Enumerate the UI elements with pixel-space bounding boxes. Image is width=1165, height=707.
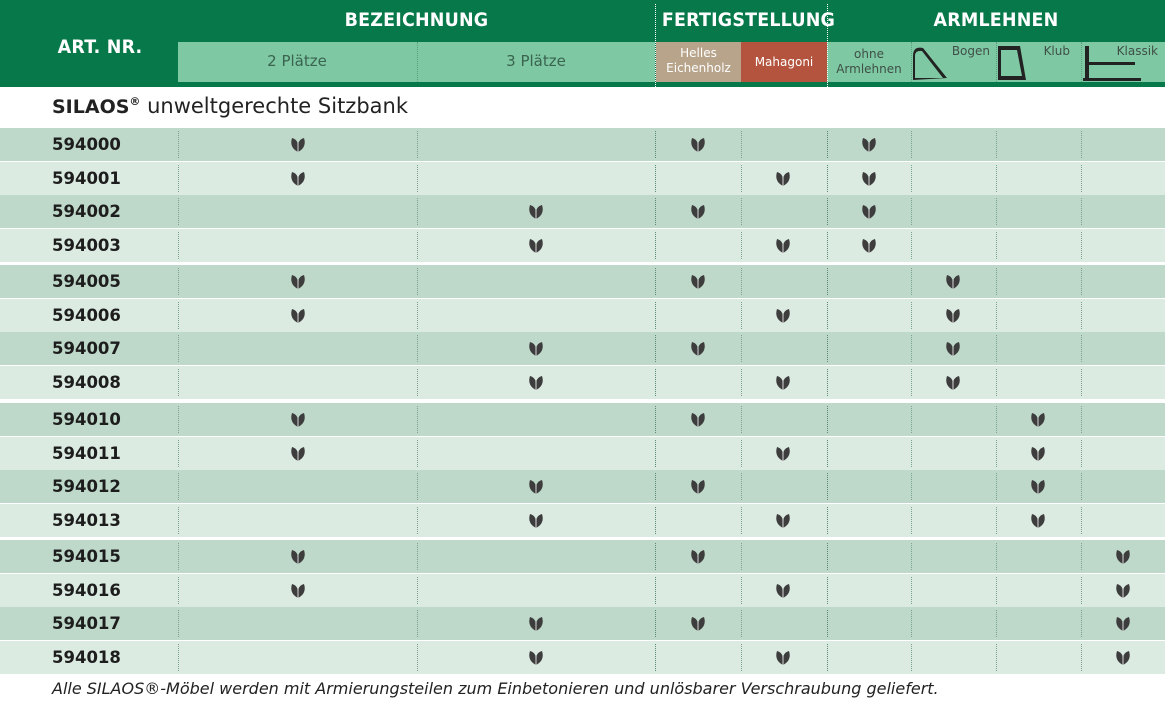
leaf-icon [1115,615,1131,632]
column-divider [911,302,912,329]
column-divider [741,644,742,671]
ohne-label-line2: Armlehnen [836,62,902,76]
column-divider [1081,131,1082,158]
leaf-icon [528,340,544,357]
column-divider [417,232,418,259]
table-row [0,641,1165,674]
leaf-icon [290,582,306,599]
leaf-icon [690,136,706,153]
column-divider [178,644,179,671]
leaf-icon [945,340,961,357]
column-divider [741,268,742,295]
leaf-icon [528,512,544,529]
plaetze-2-label: 2 Plätze [267,52,327,70]
leaf-icon [945,374,961,391]
column-divider [655,610,656,637]
article-number: 594000 [52,135,121,154]
column-divider [827,440,828,467]
article-number: 594007 [52,339,121,359]
table-row [0,403,1165,436]
article-number: 594008 [52,372,121,392]
column-divider [417,440,418,467]
column-divider [741,165,742,192]
column-divider [996,165,997,192]
leaf-icon [290,411,306,428]
bogen-label: Bogen [951,44,990,58]
leaf-icon [690,411,706,428]
column-divider [827,232,828,259]
column-divider [417,577,418,604]
column-divider [178,302,179,329]
column-divider [741,440,742,467]
leaf-icon [690,478,706,495]
table-header [0,0,1165,87]
article-number: 594010 [52,410,121,429]
table-row [0,162,1165,195]
leaf-icon [528,615,544,632]
column-divider [417,406,418,433]
column-divider [655,335,656,362]
article-number: 594002 [52,202,121,222]
article-number: 594012 [52,477,121,497]
helles-label-line1: Helles [680,46,717,60]
leaf-icon [1030,411,1046,428]
column-divider [741,335,742,362]
leaf-icon [528,237,544,254]
column-divider [996,302,997,329]
leaf-icon [1030,445,1046,462]
art-nr-heading: ART. NR. [57,36,143,58]
table-row [0,607,1165,640]
plaetze-3-label: 3 Plätze [506,52,566,70]
column-divider [178,610,179,637]
column-divider [741,577,742,604]
header-divider [996,42,997,82]
column-divider [178,198,179,225]
column-divider [1081,369,1082,396]
column-divider [178,131,179,158]
table-row [0,128,1165,161]
column-divider [996,406,997,433]
armlehnen-heading: ARMLEHNEN [933,9,1059,31]
column-divider [827,577,828,604]
table-row [0,437,1165,470]
header-divider [417,42,418,82]
leaf-icon [690,615,706,632]
leaf-icon [290,307,306,324]
article-number: 594003 [52,235,121,255]
klassik-label: Klassik [1116,44,1158,58]
column-divider [827,165,828,192]
brand-name: SILAOS [52,96,130,118]
leaf-icon [775,237,791,254]
column-divider [417,302,418,329]
column-divider [417,335,418,362]
leaf-icon [690,203,706,220]
column-divider [178,406,179,433]
column-divider [1081,610,1082,637]
column-divider [178,369,179,396]
column-divider [1081,268,1082,295]
column-divider [655,268,656,295]
column-divider [996,473,997,500]
column-divider [996,644,997,671]
column-divider [655,507,656,534]
column-divider [827,543,828,570]
leaf-icon [290,273,306,290]
column-divider [1081,165,1082,192]
column-divider [827,406,828,433]
column-divider [741,473,742,500]
leaf-icon [775,649,791,666]
column-divider [417,610,418,637]
column-divider [655,406,656,433]
column-divider [911,507,912,534]
column-divider [1081,543,1082,570]
article-number: 594016 [52,580,121,600]
table-row [0,265,1165,298]
leaf-icon [290,445,306,462]
column-divider [996,232,997,259]
column-divider [1081,335,1082,362]
column-divider [178,473,179,500]
column-divider [827,610,828,637]
leaf-icon [528,478,544,495]
column-divider [178,440,179,467]
column-divider [1081,198,1082,225]
table-row [0,574,1165,607]
leaf-icon [861,170,877,187]
article-number: 594005 [52,272,121,291]
column-divider [1081,406,1082,433]
column-divider [911,473,912,500]
column-divider [741,302,742,329]
header-divider [1081,42,1082,82]
table-row [0,195,1165,228]
leaf-icon [690,340,706,357]
column-divider [417,644,418,671]
leaf-icon [861,203,877,220]
table-row [0,540,1165,573]
leaf-icon [290,548,306,565]
leaf-icon [690,548,706,565]
column-divider [911,610,912,637]
header-divider [827,4,828,87]
leaf-icon [1115,548,1131,565]
table-row [0,504,1165,537]
leaf-icon [775,170,791,187]
registered-mark: ® [129,95,141,108]
column-divider [178,507,179,534]
leaf-icon [861,237,877,254]
article-number: 594013 [52,510,121,530]
leaf-icon [945,307,961,324]
column-divider [1081,302,1082,329]
table-row [0,366,1165,399]
column-divider [1081,577,1082,604]
column-divider [178,268,179,295]
column-divider [911,440,912,467]
column-divider [911,644,912,671]
column-divider [1081,232,1082,259]
column-divider [996,268,997,295]
column-divider [417,198,418,225]
klassik-armrest-icon [1081,42,1165,82]
column-divider [827,473,828,500]
klub-label: Klub [1043,44,1070,58]
leaf-icon [1030,478,1046,495]
column-divider [655,644,656,671]
column-divider [1081,507,1082,534]
bogen-armrest-icon [911,42,996,82]
column-divider [827,507,828,534]
column-divider [655,232,656,259]
column-divider [1081,473,1082,500]
column-divider [911,198,912,225]
leaf-icon [775,512,791,529]
column-divider [911,369,912,396]
leaf-icon [1115,582,1131,599]
article-number: 594006 [52,305,121,325]
column-divider [417,543,418,570]
fertigstellung-heading: FERTIGSTELLUNG [661,9,836,31]
column-divider [655,131,656,158]
leaf-icon [528,649,544,666]
leaf-icon [861,136,877,153]
table-row [0,299,1165,332]
column-divider [827,644,828,671]
leaf-icon [775,445,791,462]
column-divider [827,335,828,362]
column-divider [911,268,912,295]
leaf-icon [1115,649,1131,666]
column-divider [911,335,912,362]
column-divider [417,268,418,295]
mahagoni-label: Mahagoni [754,55,814,69]
column-divider [911,406,912,433]
column-divider [996,440,997,467]
table-row [0,332,1165,365]
column-divider [417,131,418,158]
column-divider [996,610,997,637]
column-divider [827,131,828,158]
leaf-icon [775,307,791,324]
leaf-icon [528,374,544,391]
column-divider [996,131,997,158]
column-divider [1081,440,1082,467]
header-divider [655,4,656,87]
column-divider [655,440,656,467]
column-divider [741,198,742,225]
article-number: 594011 [52,443,121,463]
leaf-icon [290,170,306,187]
column-divider [417,165,418,192]
column-divider [1081,644,1082,671]
column-divider [741,131,742,158]
column-divider [996,335,997,362]
leaf-icon [690,273,706,290]
column-divider [996,507,997,534]
column-divider [655,198,656,225]
column-divider [655,369,656,396]
bezeichnung-heading: BEZEICHNUNG [344,9,489,31]
column-divider [178,165,179,192]
column-divider [911,543,912,570]
leaf-icon [528,203,544,220]
column-divider [178,577,179,604]
footnote: Alle SILAOS®-Möbel werden mit Armierungsteilen zum Einbetonieren und unlösbarer Verschraubung geliefert. [52,679,939,698]
column-divider [911,232,912,259]
column-divider [417,507,418,534]
column-divider [655,543,656,570]
column-divider [178,543,179,570]
column-divider [996,543,997,570]
header-divider [911,42,912,82]
product-title [52,94,408,124]
product-subtitle: unweltgerechte Sitzbank [147,94,408,118]
leaf-icon [775,582,791,599]
klub-armrest-icon [996,42,1081,82]
column-divider [178,232,179,259]
column-divider [741,507,742,534]
table-row [0,470,1165,503]
article-number: 594018 [52,647,121,667]
leaf-icon [775,374,791,391]
column-divider [178,335,179,362]
column-divider [741,610,742,637]
column-divider [655,165,656,192]
column-divider [827,302,828,329]
column-divider [827,198,828,225]
column-divider [741,543,742,570]
column-divider [417,473,418,500]
helles-label-line2: Eichenholz [666,61,731,75]
column-divider [655,577,656,604]
column-divider [911,165,912,192]
article-number: 594001 [52,168,121,188]
leaf-icon [290,136,306,153]
column-divider [996,198,997,225]
column-divider [655,473,656,500]
column-divider [827,268,828,295]
column-divider [827,369,828,396]
leaf-icon [1030,512,1046,529]
column-divider [996,577,997,604]
column-divider [996,369,997,396]
column-divider [741,232,742,259]
article-number: 594017 [52,614,121,634]
article-number: 594015 [52,547,121,566]
column-divider [911,131,912,158]
table-row [0,229,1165,262]
column-divider [417,369,418,396]
ohne-label-line1: ohne [854,47,884,61]
leaf-icon [945,273,961,290]
column-divider [741,369,742,396]
column-divider [911,577,912,604]
column-divider [741,406,742,433]
column-divider [655,302,656,329]
